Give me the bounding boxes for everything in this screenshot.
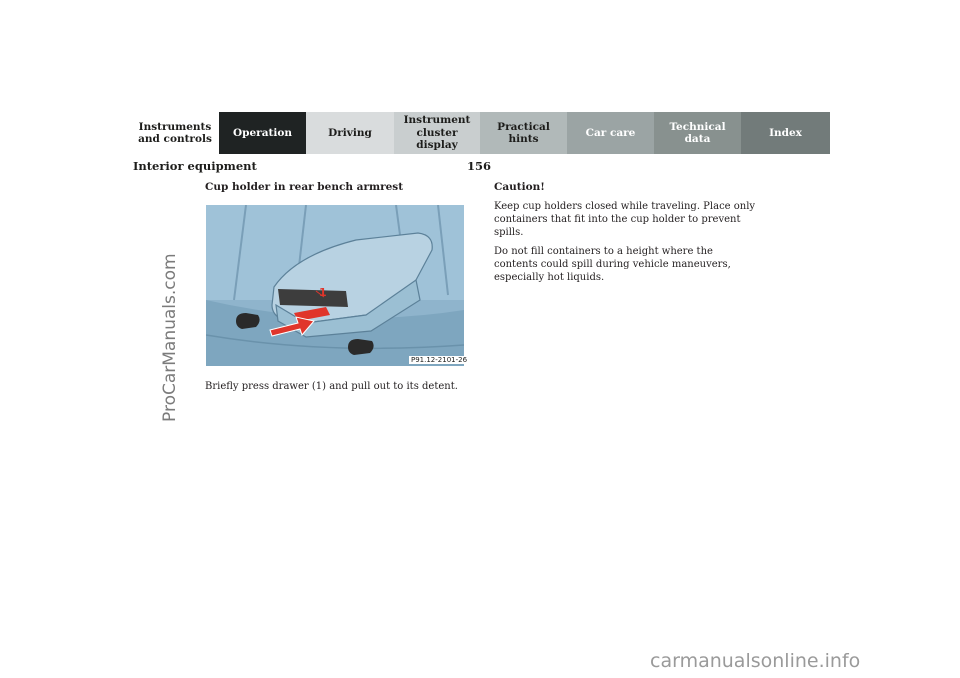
page-number: 156: [467, 159, 492, 173]
tab-technical-data[interactable]: Technical data: [654, 112, 741, 154]
chapter-tabs: [131, 112, 830, 154]
tab-driving[interactable]: Driving: [306, 112, 394, 154]
caution-paragraph-1: Keep cup holders closed while traveling. Place only containers that fit into the cup holder to prevent spills.: [494, 201, 756, 238]
caution-paragraph-2: Do not fill containers to a height where the contents could spill during vehicle maneuvers, especially hot liquids.: [494, 246, 731, 283]
tab-operation[interactable]: Operation: [219, 112, 306, 154]
tab-practical-hints[interactable]: Practical hints: [480, 112, 567, 154]
side-watermark: ProCarManuals.com: [160, 253, 180, 422]
instruction-text: Briefly press drawer (1) and pull out to its detent.: [205, 381, 458, 392]
tab-car-care[interactable]: Car care: [567, 112, 654, 154]
armrest-illustration: [206, 205, 464, 366]
figure-code: P91.12-2101-26: [411, 356, 468, 364]
cup-holder-heading: Cup holder in rear bench armrest: [205, 181, 404, 193]
caution-title: Caution!: [494, 181, 545, 193]
tab-instrument-cluster-display[interactable]: Instrument cluster display: [394, 112, 480, 154]
tab-instruments-and-controls[interactable]: Instruments and controls: [131, 112, 219, 154]
bottom-watermark: carmanualsonline.info: [650, 650, 861, 672]
callout-label: 1: [319, 286, 327, 299]
tab-index[interactable]: Index: [741, 112, 830, 154]
section-title: Interior equipment: [133, 159, 257, 173]
armrest-drawing: [206, 205, 464, 366]
caution-box: [494, 181, 759, 290]
